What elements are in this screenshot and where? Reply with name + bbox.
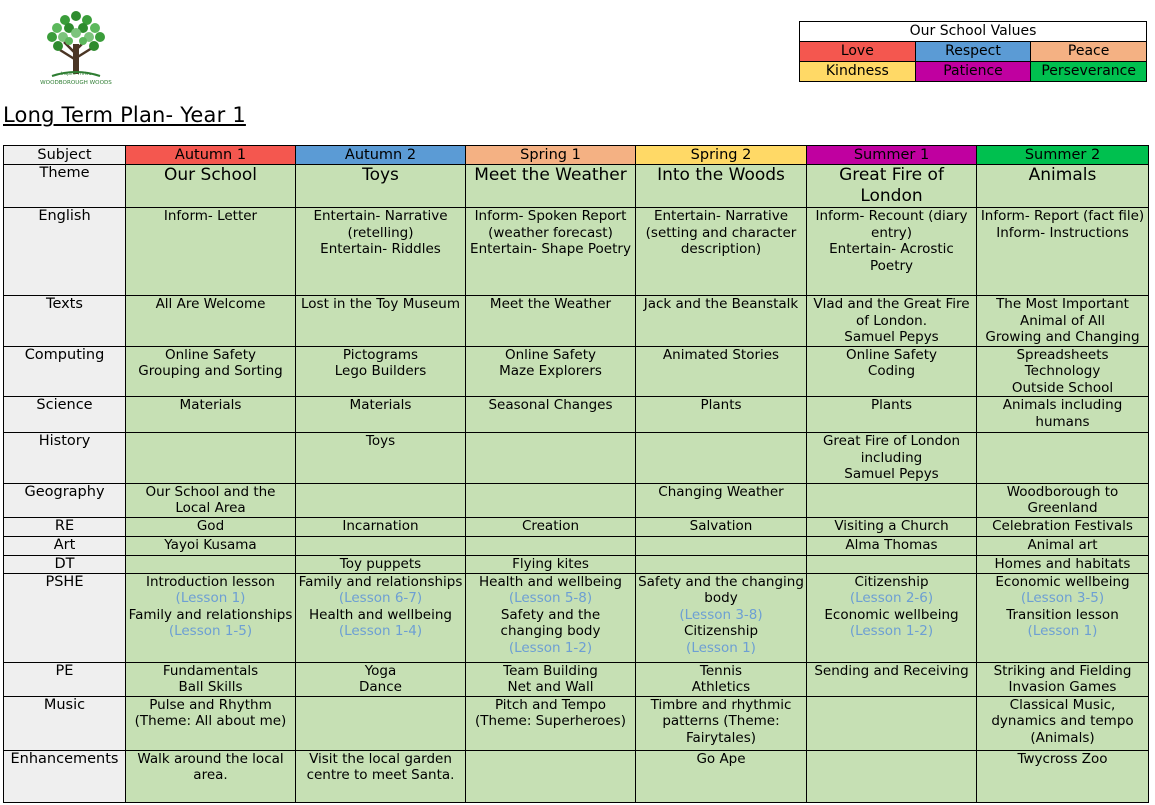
cell-text: Samuel Pepys xyxy=(844,466,939,482)
cell-text: Invasion Games xyxy=(1008,679,1117,695)
plan-cell xyxy=(977,208,1149,296)
cell-text: Incarnation xyxy=(342,517,419,534)
table-row xyxy=(4,517,1149,536)
cell-text: Citizenship xyxy=(854,573,929,590)
cell-text: Grouping and Sorting xyxy=(138,363,283,379)
subject-label: English xyxy=(4,208,126,296)
cell-text: Walk around the local area. xyxy=(137,750,284,783)
plan-cell xyxy=(466,517,636,536)
table-row xyxy=(4,662,1149,696)
plan-cell xyxy=(977,346,1149,397)
school-values-table xyxy=(799,21,1147,82)
plan-cell xyxy=(126,397,296,433)
cell-text: Team Building xyxy=(503,662,598,679)
plan-cell xyxy=(807,483,977,517)
lesson-range: (Lesson 1-2) xyxy=(849,623,934,639)
table-row xyxy=(4,397,1149,433)
cell-text: Coding xyxy=(867,363,916,379)
lesson-range: (Lesson 6-7) xyxy=(338,590,423,606)
cell-text: Athletics xyxy=(691,679,751,695)
plan-cell xyxy=(977,573,1149,662)
cell-text: Sending and Receiving xyxy=(814,662,969,679)
cell-text: Seasonal Changes xyxy=(488,397,613,413)
plan-cell xyxy=(466,397,636,433)
table-row xyxy=(4,573,1149,662)
plan-cell xyxy=(807,296,977,347)
cell-text: Tennis xyxy=(699,662,743,679)
cell-text: Inform- Instructions xyxy=(996,224,1129,241)
table-row xyxy=(4,433,1149,484)
cell-text: Animated Stories xyxy=(662,346,780,363)
plan-cell xyxy=(466,296,636,347)
term-header-autumn-1: Autumn 1 xyxy=(126,146,296,165)
lesson-range: (Lesson 2-6) xyxy=(849,590,934,606)
cell-text: Family and relationships xyxy=(128,606,293,623)
table-row xyxy=(4,483,1149,517)
plan-cell xyxy=(126,433,296,484)
plan-cell xyxy=(636,346,807,397)
subject-label: Music xyxy=(4,696,126,750)
lesson-range: (Lesson 1) xyxy=(686,639,756,656)
plan-cell xyxy=(636,573,807,662)
cell-text: Homes and habitats xyxy=(994,555,1131,572)
cell-text: Family and relationships xyxy=(298,573,463,590)
cell-text: Inform- Recount (diary entry) xyxy=(815,208,968,241)
cell-text: Inform- Spoken Report (weather forecast) xyxy=(474,208,627,241)
table-row xyxy=(4,346,1149,397)
cell-text: Entertain- Narrative (retelling) xyxy=(313,208,448,241)
plan-cell xyxy=(126,555,296,573)
cell-text: Toys xyxy=(365,433,396,449)
cell-text: Introduction lesson xyxy=(146,573,275,590)
cell-text: Salvation xyxy=(689,517,753,534)
plan-cell xyxy=(977,397,1149,433)
plan-cell xyxy=(296,433,466,484)
cell-text: Inform- Letter xyxy=(163,208,258,224)
cell-text: Pulse and Rhythm (Theme: All about me) xyxy=(134,696,287,729)
cell-text: Into the Woods xyxy=(657,165,785,185)
page-title: Long Term Plan- Year 1 xyxy=(3,103,246,127)
plan-cell xyxy=(807,750,977,802)
plan-cell xyxy=(807,662,977,696)
value-kindness: Kindness xyxy=(800,62,916,82)
cell-text: Online Safety xyxy=(504,346,597,363)
plan-cell xyxy=(466,346,636,397)
cell-text: Visiting a Church xyxy=(834,517,949,534)
plan-cell xyxy=(296,573,466,662)
term-header-spring-1: Spring 1 xyxy=(466,146,636,165)
plan-cell xyxy=(296,296,466,347)
plan-cell xyxy=(807,165,977,208)
value-patience: Patience xyxy=(915,62,1031,82)
table-row xyxy=(4,696,1149,750)
term-header-autumn-2: Autumn 2 xyxy=(296,146,466,165)
table-row xyxy=(4,208,1149,296)
subject-label: RE xyxy=(4,517,126,536)
subject-label: DT xyxy=(4,555,126,573)
cell-text: Ball Skills xyxy=(178,679,243,695)
term-header-summer-2: Summer 2 xyxy=(977,146,1149,165)
table-row xyxy=(4,536,1149,555)
cell-text: Creation xyxy=(521,517,580,534)
cell-text: Entertain- Narrative (setting and character description) xyxy=(645,208,797,257)
plan-cell xyxy=(636,433,807,484)
plan-cell xyxy=(466,536,636,555)
table-row xyxy=(4,296,1149,347)
cell-text: Technology xyxy=(1024,363,1101,379)
value-love: Love xyxy=(800,42,916,62)
cell-text: Safety and the changing body xyxy=(638,573,804,606)
subject-label: Geography xyxy=(4,483,126,517)
plan-cell xyxy=(466,165,636,208)
subject-label: PE xyxy=(4,662,126,696)
cell-text: Health and wellbeing xyxy=(479,573,622,590)
table-row xyxy=(4,165,1149,208)
cell-text: Alma Thomas xyxy=(845,536,938,553)
plan-cell xyxy=(807,517,977,536)
table-row xyxy=(4,750,1149,802)
plan-cell xyxy=(296,517,466,536)
plan-cell xyxy=(296,346,466,397)
cell-text: All Are Welcome xyxy=(155,296,266,312)
cell-text: Materials xyxy=(349,397,412,413)
plan-cell xyxy=(296,750,466,802)
cell-text: Go Ape xyxy=(696,750,746,767)
plan-cell xyxy=(296,208,466,296)
lesson-range: (Lesson 1-4) xyxy=(338,623,423,639)
plan-cell xyxy=(466,662,636,696)
cell-text: Economic wellbeing xyxy=(824,606,959,623)
plan-cell xyxy=(977,517,1149,536)
plan-cell xyxy=(636,696,807,750)
subject-label: Science xyxy=(4,397,126,433)
cell-text: Toy puppets xyxy=(339,555,422,572)
plan-cell xyxy=(466,433,636,484)
plan-cell xyxy=(126,165,296,208)
plan-cell xyxy=(296,696,466,750)
cell-text: Pictograms xyxy=(342,346,419,363)
cell-text: Yoga xyxy=(364,662,397,679)
cell-text: Yayoi Kusama xyxy=(164,536,257,553)
table-row xyxy=(4,555,1149,573)
value-respect: Respect xyxy=(915,42,1031,62)
cell-text: Our School xyxy=(164,165,257,185)
plan-cell xyxy=(807,555,977,573)
subject-label: Computing xyxy=(4,346,126,397)
plan-cell xyxy=(296,662,466,696)
cell-text: Jack and the Beanstalk xyxy=(643,296,799,312)
plan-cell xyxy=(466,573,636,662)
cell-text: Our School and the Local Area xyxy=(145,483,276,516)
plan-cell xyxy=(296,536,466,555)
plan-cell xyxy=(977,536,1149,555)
plan-cell xyxy=(126,750,296,802)
plan-cell xyxy=(636,750,807,802)
cell-text: Spreadsheets xyxy=(1016,346,1109,363)
plan-cell xyxy=(807,397,977,433)
tree-logo-icon xyxy=(38,6,114,94)
cell-text: Pitch and Tempo (Theme: Superheroes) xyxy=(475,696,626,729)
cell-text: Economic wellbeing xyxy=(995,573,1130,590)
plan-cell xyxy=(466,483,636,517)
term-header-summer-1: Summer 1 xyxy=(807,146,977,165)
cell-text: Animals xyxy=(1028,165,1097,185)
plan-cell xyxy=(636,555,807,573)
plan-cell xyxy=(126,517,296,536)
subject-label: Enhancements xyxy=(4,750,126,802)
cell-text: Meet the Weather xyxy=(489,296,612,312)
plan-cell xyxy=(466,208,636,296)
plan-cell xyxy=(636,662,807,696)
plan-cell xyxy=(977,433,1149,484)
cell-text: Safety and the changing body xyxy=(500,606,601,639)
cell-text: Toys xyxy=(362,165,399,185)
plan-cell xyxy=(296,165,466,208)
cell-text: Great Fire of London xyxy=(839,165,944,206)
plan-cell xyxy=(636,517,807,536)
cell-text: The Most Important Animal of All xyxy=(996,296,1129,329)
plan-cell xyxy=(807,208,977,296)
value-perseverance: Perseverance xyxy=(1031,62,1147,82)
lesson-range: (Lesson 1) xyxy=(1027,623,1098,639)
plan-cell xyxy=(636,397,807,433)
cell-text: Lego Builders xyxy=(334,363,427,379)
plan-cell xyxy=(126,208,296,296)
plan-cell xyxy=(977,483,1149,517)
subject-label: Theme xyxy=(4,165,126,208)
cell-text: Meet the Weather xyxy=(474,165,627,185)
lesson-range: (Lesson 3-8) xyxy=(679,606,763,623)
cell-text: God xyxy=(196,517,225,534)
plan-cell xyxy=(466,750,636,802)
plan-cell xyxy=(126,296,296,347)
subject-label: PSHE xyxy=(4,573,126,662)
cell-text: Entertain- Riddles xyxy=(320,241,441,257)
plan-cell xyxy=(126,662,296,696)
cell-text: Growing and Changing xyxy=(985,329,1140,345)
cell-text: Striking and Fielding xyxy=(993,662,1132,679)
plan-cell xyxy=(636,296,807,347)
cell-text: Net and Wall xyxy=(507,679,594,695)
plan-cell xyxy=(636,483,807,517)
plan-cell xyxy=(296,397,466,433)
cell-text: Maze Explorers xyxy=(499,363,602,379)
plan-cell xyxy=(466,555,636,573)
school-values-heading: Our School Values xyxy=(800,22,1147,42)
cell-text: Flying kites xyxy=(512,555,589,572)
lesson-range: (Lesson 1) xyxy=(175,590,246,606)
plan-cell xyxy=(977,165,1149,208)
plan-cell xyxy=(296,483,466,517)
lesson-range: (Lesson 1-2) xyxy=(508,639,593,656)
plan-cell xyxy=(126,346,296,397)
plan-cell xyxy=(126,696,296,750)
cell-text: Entertain- Acrostic Poetry xyxy=(829,241,954,274)
cell-text: Fundamentals xyxy=(162,662,259,679)
cell-text: Transition lesson xyxy=(1006,606,1119,623)
cell-text: Great Fire of London including xyxy=(822,433,961,466)
lesson-range: (Lesson 5-8) xyxy=(508,590,593,606)
cell-text: Celebration Festivals xyxy=(992,517,1133,534)
plan-cell xyxy=(977,750,1149,802)
subject-label: Art xyxy=(4,536,126,555)
plan-cell xyxy=(466,696,636,750)
cell-text: Outside School xyxy=(1011,379,1114,396)
cell-text: Woodborough to Greenland xyxy=(1006,483,1119,516)
plan-cell xyxy=(636,165,807,208)
cell-text: Citizenship xyxy=(683,623,759,639)
cell-text: Materials xyxy=(179,397,242,413)
cell-text: Timbre and rhythmic patterns (Theme: Fairytales) xyxy=(650,696,792,746)
cell-text: Online Safety xyxy=(845,346,938,363)
cell-text: Visit the local garden centre to meet Santa. xyxy=(306,750,455,783)
plan-cell xyxy=(977,662,1149,696)
cell-text: Entertain- Shape Poetry xyxy=(470,241,631,257)
plan-cell xyxy=(807,433,977,484)
cell-text: Animal art xyxy=(1027,536,1098,553)
plan-cell xyxy=(126,536,296,555)
plan-cell xyxy=(807,536,977,555)
cell-text: Classical Music, dynamics and tempo (Animals) xyxy=(991,696,1134,746)
plan-cell xyxy=(977,555,1149,573)
subject-column-header: Subject xyxy=(4,146,126,165)
plan-cell xyxy=(977,296,1149,347)
plan-cell xyxy=(977,696,1149,750)
cell-text: Lost in the Toy Museum xyxy=(301,296,460,312)
subject-label: Texts xyxy=(4,296,126,347)
value-peace: Peace xyxy=(1031,42,1147,62)
long-term-plan-table xyxy=(3,145,1149,803)
school-logo xyxy=(38,6,114,94)
cell-text: Inform- Report (fact file) xyxy=(980,208,1145,224)
term-header-spring-2: Spring 2 xyxy=(636,146,807,165)
cell-text: Vlad and the Great Fire of London. xyxy=(813,296,970,329)
subject-label: History xyxy=(4,433,126,484)
cell-text: Changing Weather xyxy=(658,483,784,500)
logo-tagline: Inspire Thrive xyxy=(60,72,92,77)
cell-text: Twycross Zoo xyxy=(1017,750,1108,767)
lesson-range: (Lesson 1-5) xyxy=(168,623,253,639)
cell-text: Animals including humans xyxy=(1002,397,1123,430)
cell-text: Samuel Pepys xyxy=(844,329,939,345)
cell-text: Plants xyxy=(700,397,742,413)
cell-text: Health and wellbeing xyxy=(309,606,452,623)
logo-text: WOODBOROUGH WOODS xyxy=(40,80,112,86)
cell-text: Online Safety xyxy=(164,346,257,363)
plan-cell xyxy=(126,573,296,662)
lesson-range: (Lesson 3-5) xyxy=(1020,590,1105,606)
plan-cell xyxy=(636,208,807,296)
plan-cell xyxy=(807,573,977,662)
cell-text: Dance xyxy=(359,679,402,695)
cell-text: Plants xyxy=(870,397,913,413)
plan-cell xyxy=(807,346,977,397)
plan-cell xyxy=(807,696,977,750)
plan-cell xyxy=(636,536,807,555)
plan-cell xyxy=(126,483,296,517)
plan-cell xyxy=(296,555,466,573)
